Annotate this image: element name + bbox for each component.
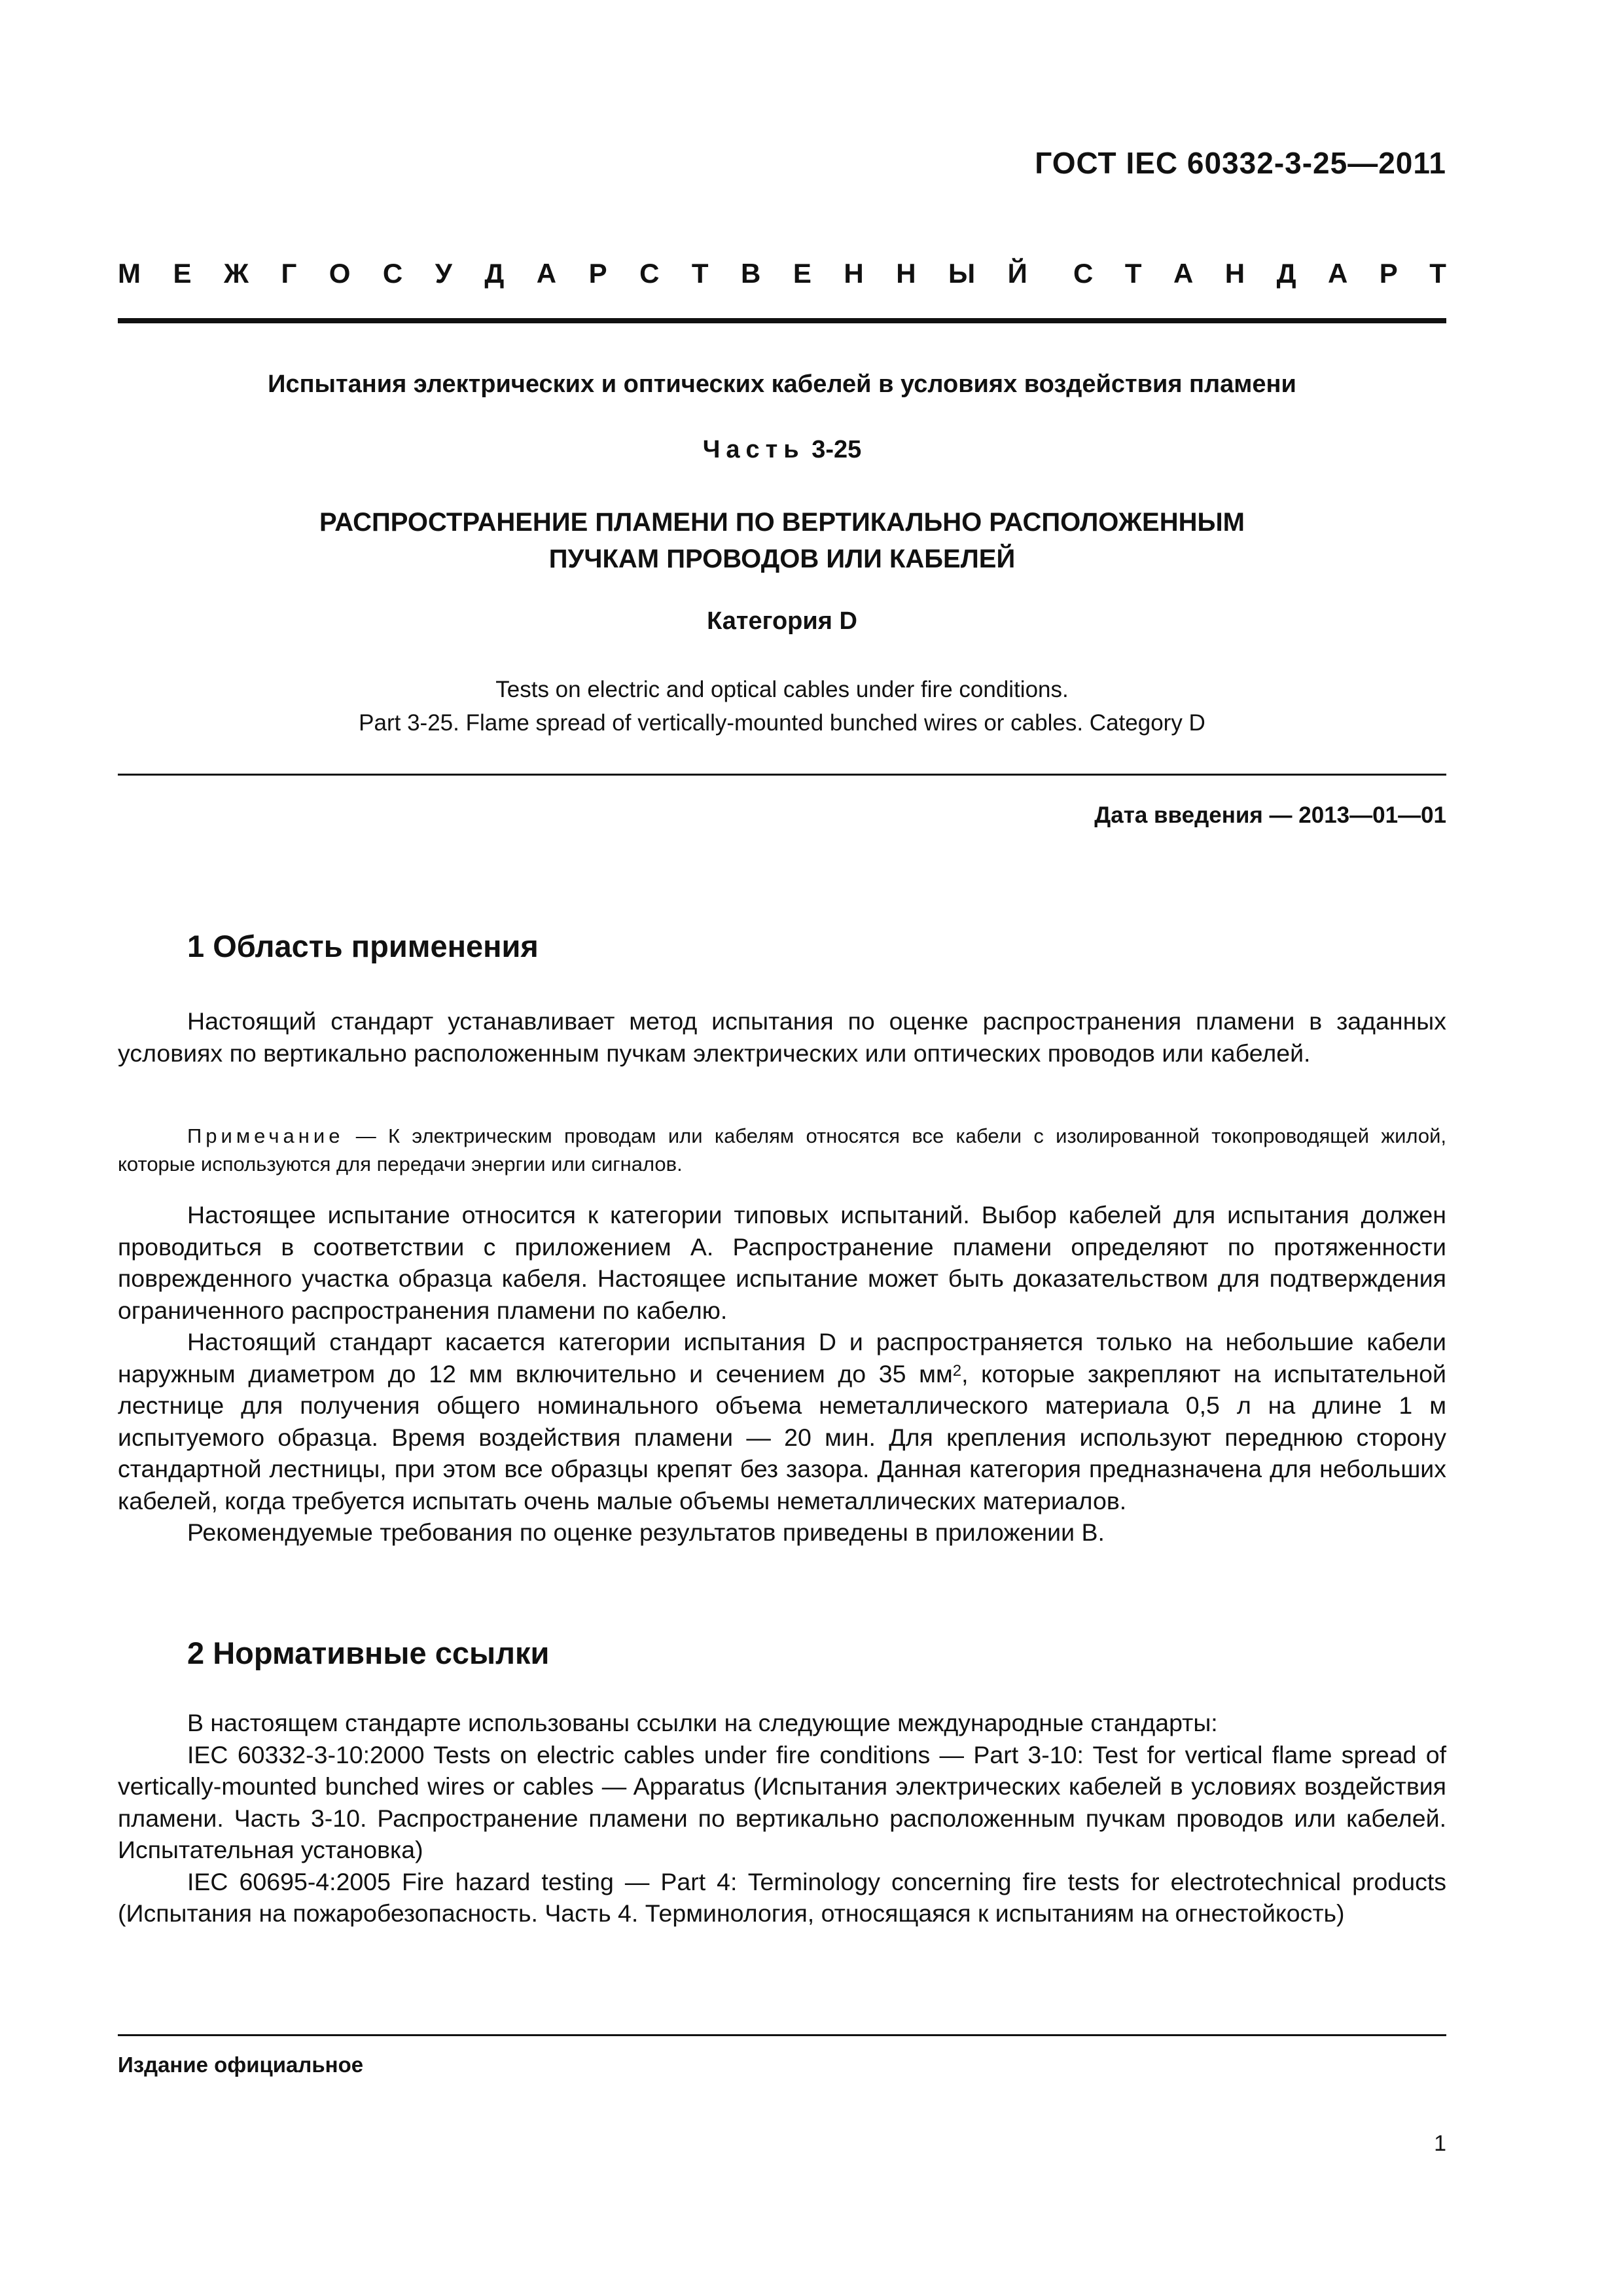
heading-letter: М — [118, 258, 141, 289]
reference-item: IEC 60332-3-10:2000 Tests on electric cables under fire conditions — Part 3-10: Test for vertical flame spread of vertically-mounted bunched wires or cables — Apparatus (Испытания электрических кабелей в условиях воздействия пламени. Часть 3-10. Распространение пламени по вертикально расположенным пучкам проводов или кабелей. Испытательная установка) — [118, 1740, 1446, 1863]
paragraph-text: Настоящий стандарт касается категории испытания D и распространяется только на небольшие кабели наружным диаметром до 12 мм включительно и сечением до 35 мм — [118, 1328, 1446, 1388]
interstate-word — [118, 258, 1027, 289]
standard-word — [1073, 258, 1446, 289]
note — [118, 1122, 1446, 1178]
paragraph: Рекомендуемые требования по оценке результатов приведены в приложении В. — [187, 1518, 1105, 1546]
heading-letter: Г — [281, 258, 297, 289]
interstate-standard-heading — [118, 258, 1446, 289]
heading-letter: Н — [844, 258, 864, 289]
section2-body — [118, 1707, 1446, 1929]
heading-letter: Ж — [223, 258, 249, 289]
header-rule — [118, 318, 1446, 323]
subtitle-line: ПУЧКАМ ПРОВОДОВ ИЛИ КАБЕЛЕЙ — [548, 545, 1016, 573]
superscript: 2 — [952, 1361, 962, 1380]
english-title-line: Part 3-25. Flame spread of vertically-mounted bunched wires or cables. Category D — [359, 710, 1205, 736]
heading-letter: Д — [1276, 258, 1296, 289]
heading-letter: А — [1173, 258, 1194, 289]
heading-letter: Е — [793, 258, 812, 289]
category-heading: Категория D — [707, 607, 857, 635]
part-heading — [118, 436, 1446, 464]
official-edition-label: Издание официальное — [118, 2053, 364, 2077]
heading-letter: Т — [1124, 258, 1142, 289]
subtitle-line: РАСПРОСТРАНЕНИЕ ПЛАМЕНИ ПО ВЕРТИКАЛЬНО РАСПОЛОЖЕННЫМ — [319, 508, 1245, 537]
heading-letter: Р — [588, 258, 607, 289]
note-label: Примечание — [187, 1124, 344, 1147]
section1-body — [118, 1199, 1446, 1549]
paragraph: В настоящем стандарте использованы ссылки на следующие международные стандарты: — [187, 1709, 1218, 1736]
note-text: — К электрическим проводам или кабелям относятся все кабели с изолированной токопроводящей жилой, которые используются для передачи энергии или сигналов. — [118, 1124, 1446, 1175]
paragraph — [118, 1326, 1446, 1516]
english-title — [118, 673, 1446, 740]
reference-item: IEC 60695-4:2005 Fire hazard testing — Part 4: Terminology concerning fire tests for electrotechnical products (Испытания на пожаробезопасность. Часть 4. Терминология, относящаяся к испытаниям на огнестойкость) — [118, 1867, 1446, 1927]
heading-letter: А — [1327, 258, 1348, 289]
document-subtitle — [118, 504, 1446, 577]
heading-letter: Н — [1224, 258, 1245, 289]
heading-letter: Е — [173, 258, 192, 289]
heading-letter: В — [741, 258, 761, 289]
paragraph: Настоящее испытание относится к категории типовых испытаний. Выбор кабелей для испытания должен проводиться в соответствии с приложением А. Распространение пламени определяют по протяженности поврежденного участка образца кабеля. Настоящее испытание может быть доказательством для подтверждения ограниченного распространения пламени по кабелю. — [118, 1201, 1446, 1324]
note-paragraph — [118, 1122, 1446, 1178]
document-title: Испытания электрических и оптических кабелей в условиях воздействия пламени — [268, 370, 1296, 398]
heading-letter: Т — [1429, 258, 1446, 289]
section1-paragraph — [118, 1005, 1446, 1069]
heading-letter: Й — [1007, 258, 1027, 289]
heading-letter: С — [639, 258, 660, 289]
title-rule — [118, 774, 1446, 776]
part-number: 3-25 — [812, 436, 862, 463]
heading-letter: А — [536, 258, 557, 289]
english-title-line: Tests on electric and optical cables under fire conditions. — [495, 677, 1069, 702]
heading-letter: Ы — [948, 258, 976, 289]
heading-letter: Д — [484, 258, 505, 289]
heading-letter: Н — [896, 258, 916, 289]
section-heading: 1 Область применения — [187, 929, 539, 963]
paragraph: Настоящий стандарт устанавливает метод испытания по оценке распространения пламени в заданных условиях по вертикально расположенным пучкам электрических или оптических проводов или кабелей. — [118, 1007, 1446, 1067]
heading-letter: С — [382, 258, 403, 289]
section-heading: 2 Нормативные ссылки — [187, 1636, 550, 1670]
heading-letter: У — [435, 258, 452, 289]
heading-letter: О — [329, 258, 351, 289]
heading-letter: Т — [691, 258, 709, 289]
heading-letter: С — [1073, 258, 1094, 289]
introduction-date: Дата введения — 2013—01—01 — [1094, 802, 1446, 828]
standard-designation: ГОСТ IEC 60332-3-25—2011 — [1035, 146, 1446, 180]
part-label: Часть — [702, 436, 805, 463]
footer-rule — [118, 2034, 1446, 2036]
heading-letter: Р — [1379, 258, 1398, 289]
paragraph-text: , которые закрепляют на испытательной лестнице для получения общего номинального объема неметаллического материала 0,5 л на длине 1 м испытуемого образца. Время воздействия пламени — 20 мин. Для крепления используют переднюю сторону стандартной лестницы, при этом все образцы крепят без зазора. Данная категория предназначена для небольших кабелей, когда требуется испытать очень малые объемы неметаллических материалов. — [118, 1359, 1446, 1515]
page-number: 1 — [1434, 2131, 1446, 2156]
